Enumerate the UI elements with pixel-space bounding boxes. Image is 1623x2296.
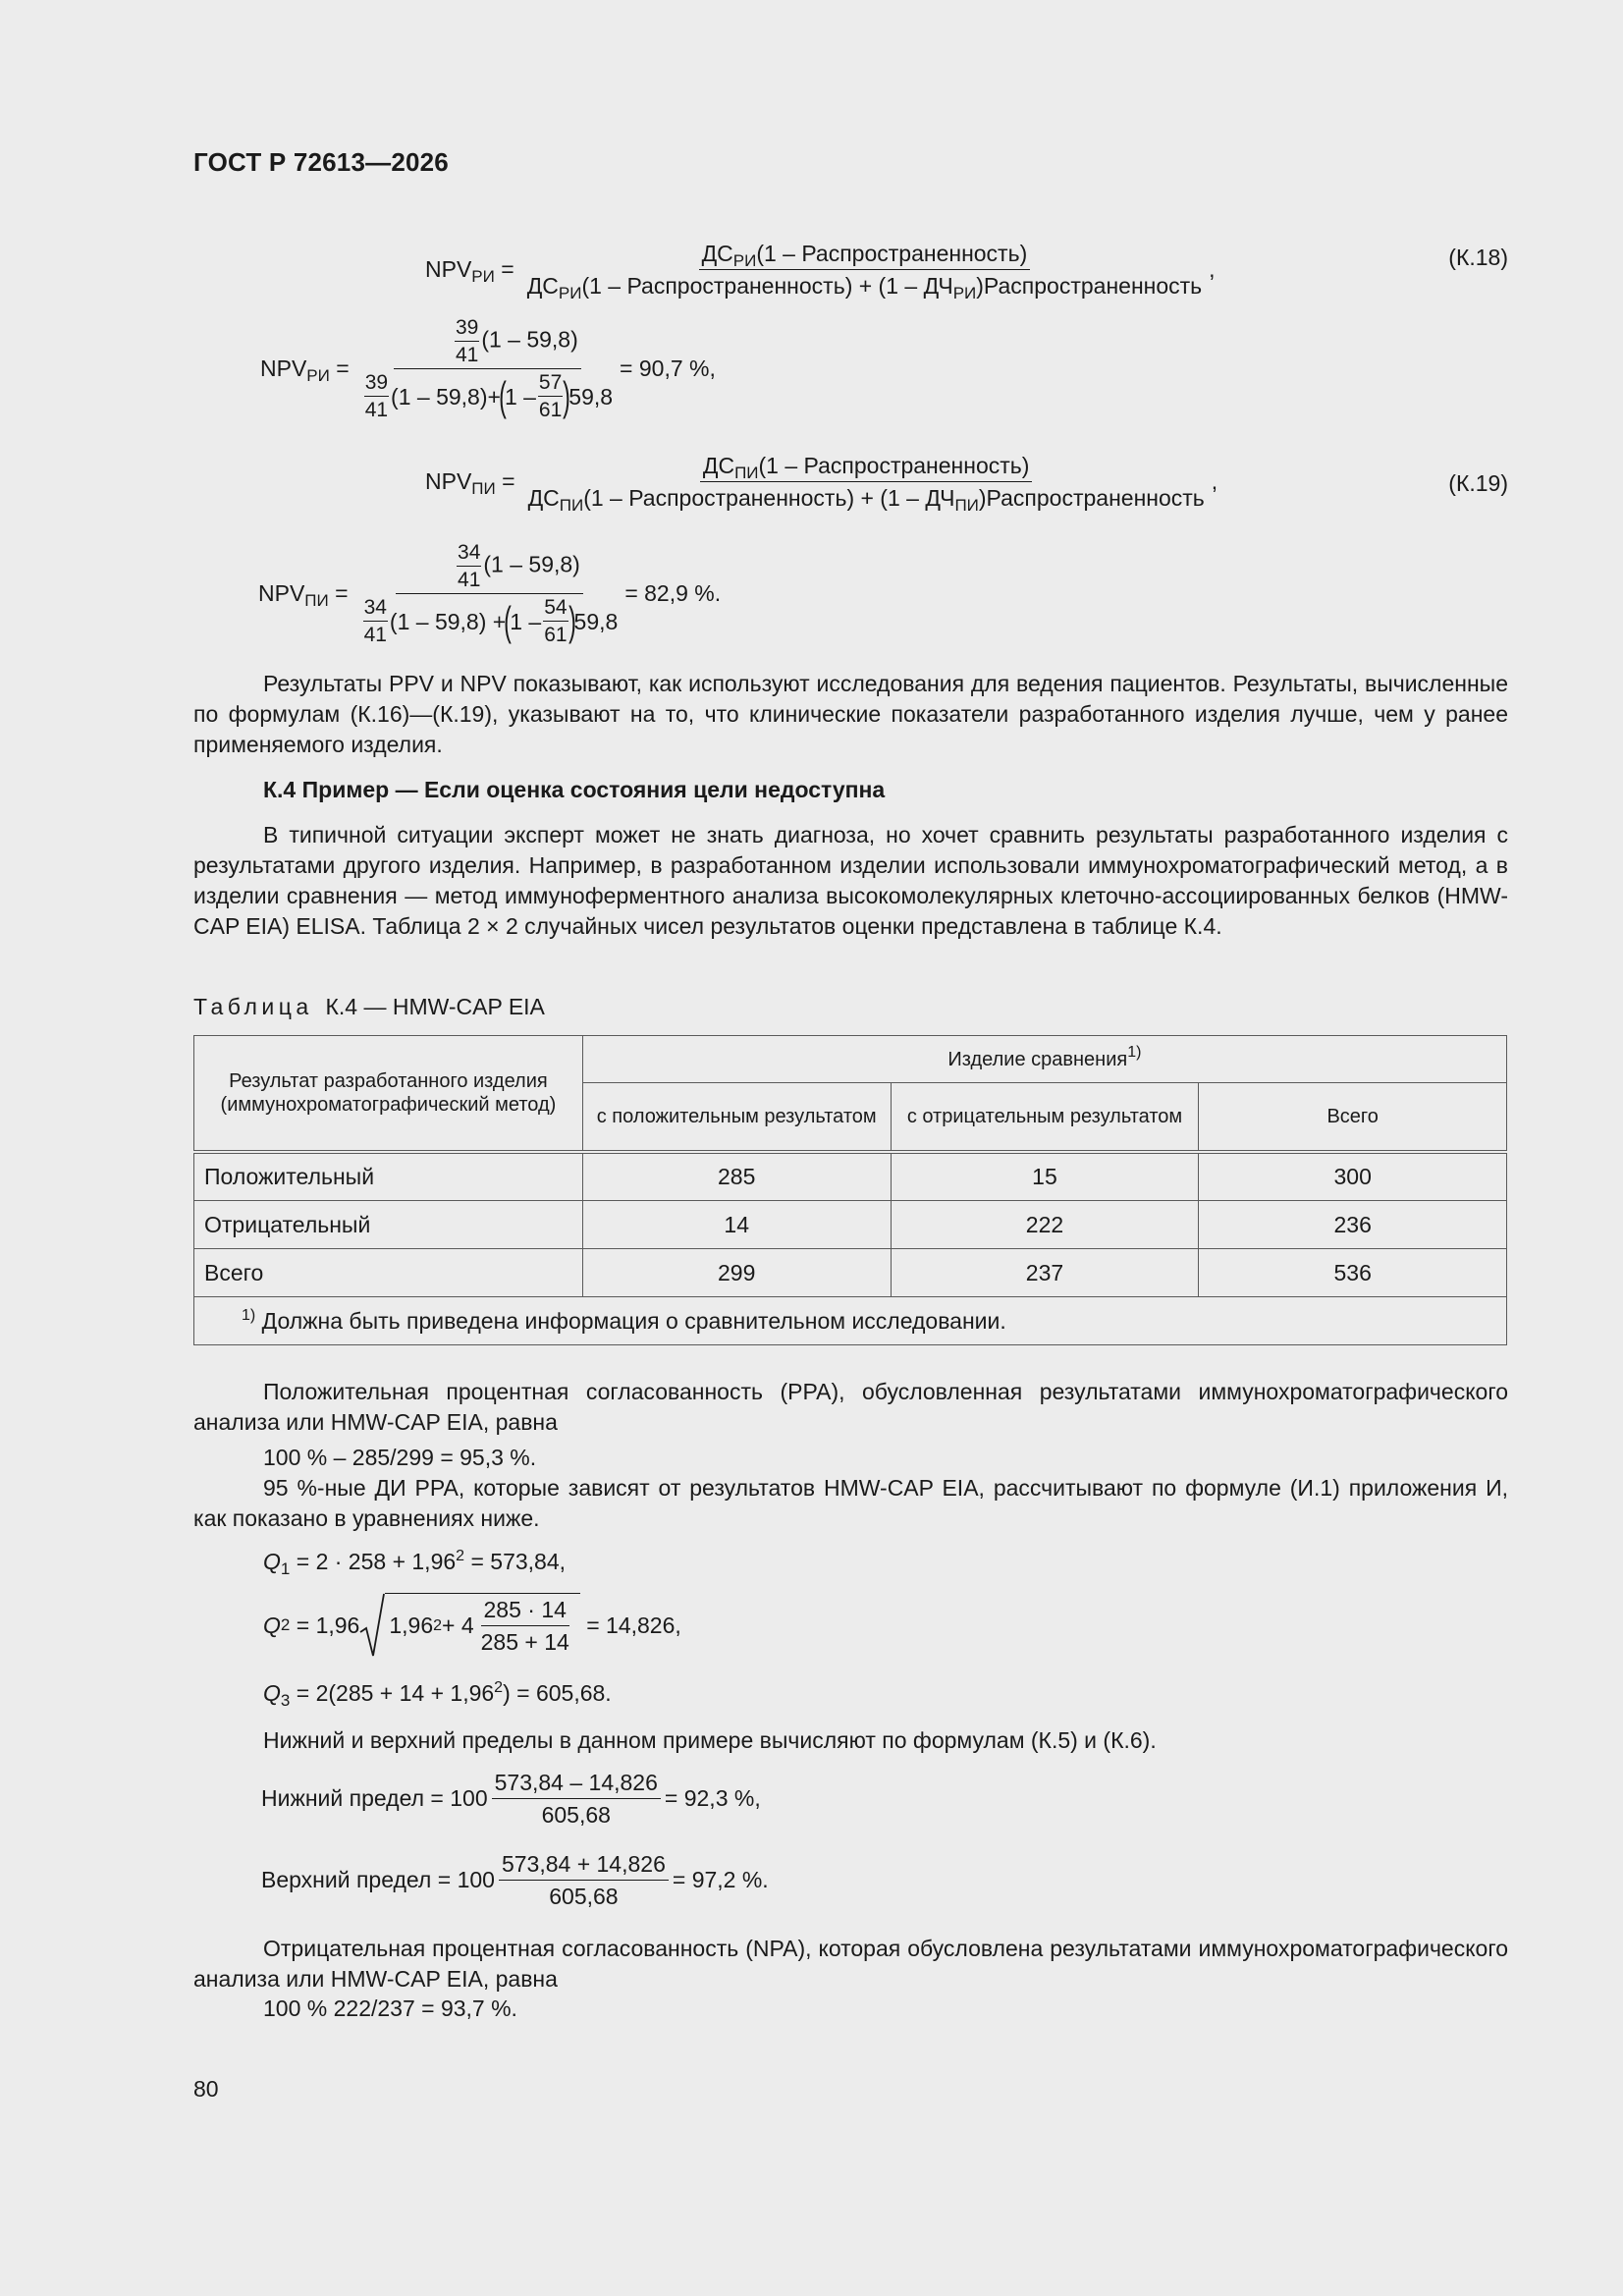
formula-npv-ri-calc: $NPV_{РИ}$ = $\frac{39}{41}$ (1 – 59,8) $\frac{39}{41}$ (1 – 59,8)+ ( 1 – $\frac{57}{61}$ ) 59,8 = 90,7 %, xyxy=(260,316,716,421)
table-footnote: $^{1)}$ Должна быть приведена информация о сравнительном исследовании. xyxy=(194,1297,1507,1345)
equation-number-k19: (К.19) xyxy=(1448,470,1508,496)
paragraph-ppv-npv: Результаты PPV и NPV показывают, как используют исследования для ведения пациентов. Результаты, вычисленные по формулам (К.16)—(К.19), указывают на то, что клинические показатели разработанного изделия лучше, чем у ранее применяемого изделия. xyxy=(193,671,1508,757)
table-caption: Таблица К.4 — HMW-CAP EIA xyxy=(193,994,545,1019)
paragraph-limits: Нижний и верхний пределы в данном примере вычисляют по формулам (К.5) и (К.6). xyxy=(263,1727,1157,1753)
cell-value: 536 xyxy=(1199,1249,1507,1297)
row-label: Отрицательный xyxy=(194,1201,583,1249)
table-row xyxy=(194,1249,1507,1297)
formula-lower-limit: Нижний предел = 100 $\frac{573,84 - 14,826}{605,68}$ = 92,3 %, xyxy=(261,1770,761,1828)
row-header-cell: Результат разработанного изделия (иммунохроматографический метод) xyxy=(194,1036,583,1152)
row-label: Положительный xyxy=(194,1152,583,1201)
row-label: Всего xyxy=(194,1249,583,1297)
formula-upper-limit: Верхний предел = 100 $\frac{573,84 + 14,826}{605,68}$ = 97,2 %. xyxy=(261,1851,769,1909)
formula-k19: $NPV_{ПИ}$ = $\frac{ДС_{ПИ}(1 - Распространенность)}{ДС_{ПИ}(1 - Распространенность) + (1 - ДЧ_{ПИ})Распространенность}$ , xyxy=(425,453,1218,515)
formula-q2: Q 2 = 1,96 1,96 2 + 4 $\frac{285 \cdot 14}{285 + 14}$ = 14,826, xyxy=(263,1593,681,1658)
col-header-positive: с положительным результатом xyxy=(582,1083,891,1152)
formula-npv-pi-calc: $NPV_{ПИ}$ = $\frac{34}{41}$ (1 – 59,8) $\frac{34}{41}$ (1 – 59,8) + ( 1 – $\frac{54}{61}$ ) 59,8 = 82,9 %. xyxy=(258,541,722,646)
square-root: 1,96 2 + 4 $\frac{285 \cdot 14}{285 + 14}$ xyxy=(359,1593,579,1658)
radical-sign-icon xyxy=(359,1593,385,1658)
document-header: ГОСТ Р 72613—2026 xyxy=(193,147,449,177)
cell-value: 236 xyxy=(1199,1201,1507,1249)
cell-value: 285 xyxy=(582,1152,891,1201)
cell-value: 299 xyxy=(582,1249,891,1297)
formula-q3: $Q_3 = 2(285 + 14 + 1,96^2) = 605,68$. xyxy=(263,1679,612,1710)
npa-calculation: 100 % 222/237 = 93,7 %. xyxy=(263,1995,517,2021)
ppa-calculation: 100 % – 285/299 = 95,3 %. xyxy=(263,1445,537,1470)
equation-number-k18: (К.18) xyxy=(1448,245,1508,270)
cell-value: 222 xyxy=(891,1201,1199,1249)
group-header-cell: Изделие сравнения$^{1)}$ xyxy=(582,1036,1506,1083)
col-header-total: Всего xyxy=(1199,1083,1507,1152)
formula-q1: $Q_1 = 2 \cdot 258 + 1,96^2 = 573,84$, xyxy=(263,1548,567,1578)
paragraph-k4-intro: В типичной ситуации эксперт может не знать диагноза, но хочет сравнить результаты разработанного изделия с результатами другого изделия. Например, в разработанном изделии использовали иммунохроматографический метод, а в изделии сравнения — метод иммуноферментного анализа высокомолекулярных клеточно-ассоциированных белков (HMW-CAP EIA) ELISA. Таблица 2 × 2 случайных чисел результатов оценки представлена в таблице К.4. xyxy=(193,822,1508,939)
cell-value: 14 xyxy=(582,1201,891,1249)
cell-value: 300 xyxy=(1199,1152,1507,1201)
paragraph-ppa: Положительная процентная согласованность (PPA), обусловленная результатами иммунохроматографического анализа или HMW-CAP EIA, равна xyxy=(193,1379,1508,1435)
paragraph-npa: Отрицательная процентная согласованность (NPA), которая обусловлена результатами иммунохроматографического анализа или HMW-CAP EIA, равна xyxy=(193,1936,1508,1992)
table-footnote-row xyxy=(194,1297,1507,1345)
formula-k18: $NPV_{РИ}$ = $\frac{ДС_{РИ}(1 - Распространенность)}{ДС_{РИ}(1 - Распространенность) + (1 - ДЧ_{РИ})Распространенность}$ , xyxy=(425,241,1216,302)
col-header-negative: с отрицательным результатом xyxy=(891,1083,1199,1152)
cell-value: 237 xyxy=(891,1249,1199,1297)
table-header-row xyxy=(194,1036,1507,1083)
cell-value: 15 xyxy=(891,1152,1199,1201)
paragraph-ppa-ci: 95 %-ные ДИ PPA, которые зависят от результатов HMW-CAP EIA, рассчитывают по формуле (И.1) приложения И, как показано в уравнениях ниже. xyxy=(193,1475,1508,1531)
table-k4 xyxy=(193,1035,1507,1345)
table-row xyxy=(194,1152,1507,1201)
section-heading-k4: К.4 Пример — Если оценка состояния цели недоступна xyxy=(263,777,886,802)
page-number: 80 xyxy=(193,2076,219,2102)
table-row xyxy=(194,1201,1507,1249)
